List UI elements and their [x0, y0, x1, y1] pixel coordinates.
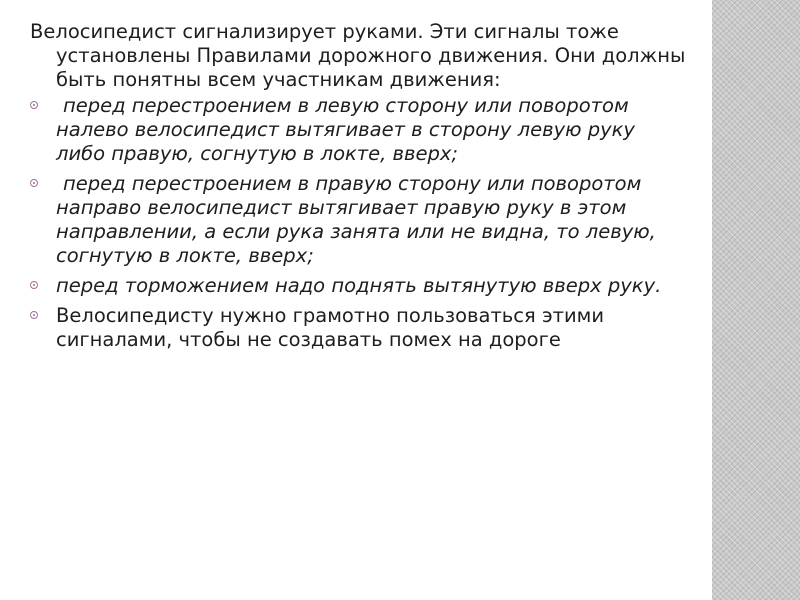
- circle-bullet-icon: [30, 101, 38, 109]
- circle-bullet-icon: [30, 311, 38, 319]
- bullet-text: перед торможением надо поднять вытянутую вверх руку.: [56, 274, 662, 297]
- list-item: [30, 172, 690, 268]
- list-item: [30, 274, 690, 298]
- bullet-text: перед перестроением в левую сторону или поворотом налево велосипедист вытягивает в сторону левую руку либо правую, согнутую в локте, вверх;: [56, 94, 635, 165]
- circle-bullet-icon: [30, 179, 38, 187]
- list-item: [30, 94, 690, 166]
- list-item: [30, 304, 690, 352]
- slide-body: [30, 20, 690, 358]
- bullet-list: [30, 94, 690, 352]
- bullet-text: Велосипедисту нужно грамотно пользоваться этими сигналами, чтобы не создавать помех на дороге: [56, 304, 605, 351]
- bullet-text: перед перестроением в правую сторону или поворотом направо велосипедист вытягивает правую руку в этом направлении, а если рука занята или не видна, то левую, согнутую в локте, вверх;: [56, 172, 656, 267]
- circle-bullet-icon: [30, 281, 38, 289]
- intro-text: Велосипедист сигнализирует руками. Эти сигналы тоже установлены Правилами дорожного движения. Они должны быть понятны всем участникам движения:: [30, 20, 686, 91]
- intro-paragraph: [30, 20, 690, 92]
- decorative-side-band: [712, 0, 800, 600]
